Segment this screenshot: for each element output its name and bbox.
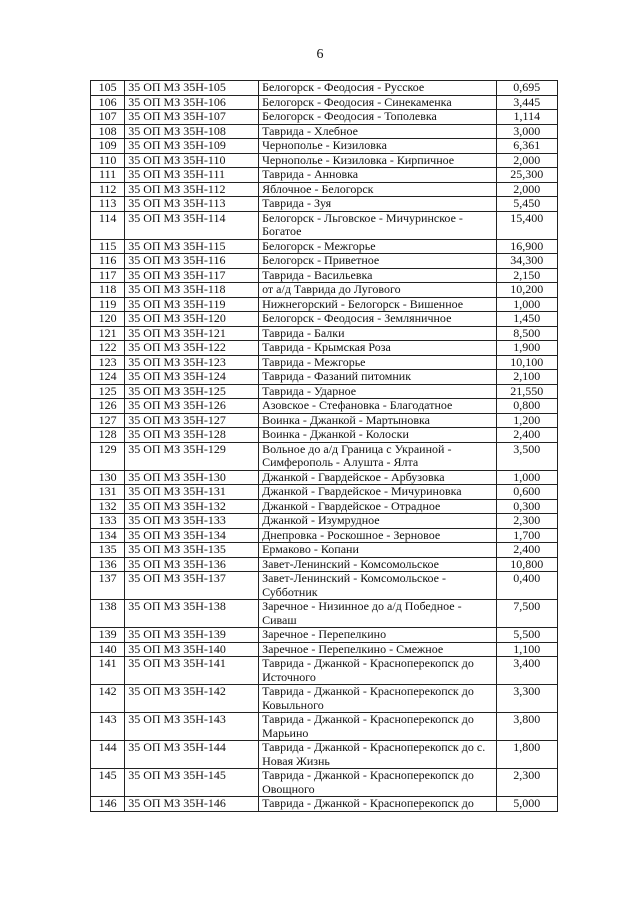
road-length-cell: 1,900 (496, 341, 557, 356)
road-name-cell: Таврида - Фазаний питомник (259, 370, 497, 385)
row-number-cell: 109 (91, 139, 125, 154)
road-length-cell: 10,800 (496, 557, 557, 572)
row-number-cell: 123 (91, 355, 125, 370)
road-code-cell: 35 ОП МЗ 35Н-110 (125, 153, 259, 168)
table-row (91, 485, 558, 500)
table-row (91, 514, 558, 529)
row-number-cell: 140 (91, 642, 125, 657)
road-length-cell: 1,100 (496, 642, 557, 657)
table-row (91, 370, 558, 385)
road-code-cell: 35 ОП МЗ 35Н-131 (125, 485, 259, 500)
road-name-cell: Белогорск - Феодосия - Русское (259, 81, 497, 96)
road-name-cell: Таврида - Джанкой - Красноперекопск до (259, 797, 497, 812)
table-row (91, 572, 558, 600)
table-row (91, 713, 558, 741)
road-length-cell: 1,000 (496, 470, 557, 485)
road-length-cell: 7,500 (496, 600, 557, 628)
row-number-cell: 144 (91, 741, 125, 769)
road-code-cell: 35 ОП МЗ 35Н-136 (125, 557, 259, 572)
table-row (91, 399, 558, 414)
road-code-cell: 35 ОП МЗ 35Н-107 (125, 110, 259, 125)
row-number-cell: 133 (91, 514, 125, 529)
road-name-cell: Таврида - Анновка (259, 168, 497, 183)
row-number-cell: 125 (91, 384, 125, 399)
row-number-cell: 124 (91, 370, 125, 385)
row-number-cell: 129 (91, 442, 125, 470)
table-row (91, 283, 558, 298)
road-code-cell: 35 ОП МЗ 35Н-142 (125, 685, 259, 713)
road-code-cell: 35 ОП МЗ 35Н-117 (125, 268, 259, 283)
road-name-cell: Яблочное - Белогорск (259, 182, 497, 197)
road-name-cell: Чернополье - Кизиловка (259, 139, 497, 154)
table-row (91, 642, 558, 657)
road-name-cell: Завет-Ленинский - Комсомольское - Субботник (259, 572, 497, 600)
road-name-cell: Таврида - Джанкой - Красноперекопск до Овощного (259, 769, 497, 797)
road-code-cell: 35 ОП МЗ 35Н-135 (125, 543, 259, 558)
roads-table-body (91, 81, 558, 812)
road-length-cell: 34,300 (496, 254, 557, 269)
row-number-cell: 107 (91, 110, 125, 125)
table-row (91, 355, 558, 370)
row-number-cell: 146 (91, 797, 125, 812)
road-length-cell: 1,114 (496, 110, 557, 125)
row-number-cell: 105 (91, 81, 125, 96)
road-name-cell: Белогорск - Феодосия - Земляничное (259, 312, 497, 327)
road-code-cell: 35 ОП МЗ 35Н-138 (125, 600, 259, 628)
road-length-cell: 6,361 (496, 139, 557, 154)
road-length-cell: 2,400 (496, 543, 557, 558)
road-name-cell: Таврида - Крымская Роза (259, 341, 497, 356)
table-row (91, 384, 558, 399)
road-name-cell: Белогорск - Межгорье (259, 239, 497, 254)
road-name-cell: Вольное до а/д Граница с Украиной - Симферополь - Алушта - Ялта (259, 442, 497, 470)
road-name-cell: Таврида - Межгорье (259, 355, 497, 370)
table-row (91, 769, 558, 797)
row-number-cell: 134 (91, 528, 125, 543)
road-length-cell: 3,445 (496, 95, 557, 110)
road-length-cell: 1,200 (496, 413, 557, 428)
road-length-cell: 1,000 (496, 297, 557, 312)
road-length-cell: 2,000 (496, 153, 557, 168)
row-number-cell: 128 (91, 428, 125, 443)
row-number-cell: 131 (91, 485, 125, 500)
table-row (91, 557, 558, 572)
road-name-cell: Джанкой - Изумрудное (259, 514, 497, 529)
road-name-cell: Таврида - Зуя (259, 197, 497, 212)
table-row (91, 341, 558, 356)
row-number-cell: 145 (91, 769, 125, 797)
row-number-cell: 141 (91, 657, 125, 685)
table-row (91, 499, 558, 514)
road-name-cell: Таврида - Джанкой - Красноперекопск до Ковыльного (259, 685, 497, 713)
road-name-cell: Азовское - Стефановка - Благодатное (259, 399, 497, 414)
road-name-cell: Таврида - Ударное (259, 384, 497, 399)
road-code-cell: 35 ОП МЗ 35Н-137 (125, 572, 259, 600)
row-number-cell: 118 (91, 283, 125, 298)
road-code-cell: 35 ОП МЗ 35Н-120 (125, 312, 259, 327)
road-code-cell: 35 ОП МЗ 35Н-128 (125, 428, 259, 443)
table-row (91, 413, 558, 428)
row-number-cell: 122 (91, 341, 125, 356)
road-name-cell: Таврида - Хлебное (259, 124, 497, 139)
row-number-cell: 106 (91, 95, 125, 110)
road-name-cell: Ермаково - Копани (259, 543, 497, 558)
road-name-cell: Заречное - Низинное до а/д Победное - Сиваш (259, 600, 497, 628)
row-number-cell: 117 (91, 268, 125, 283)
row-number-cell: 114 (91, 211, 125, 239)
table-row (91, 168, 558, 183)
table-row (91, 741, 558, 769)
table-row (91, 153, 558, 168)
row-number-cell: 111 (91, 168, 125, 183)
road-length-cell: 16,900 (496, 239, 557, 254)
road-code-cell: 35 ОП МЗ 35Н-122 (125, 341, 259, 356)
road-length-cell: 1,450 (496, 312, 557, 327)
road-name-cell: Таврида - Балки (259, 326, 497, 341)
road-name-cell: Заречное - Перепелкино (259, 628, 497, 643)
row-number-cell: 143 (91, 713, 125, 741)
road-code-cell: 35 ОП МЗ 35Н-143 (125, 713, 259, 741)
table-row (91, 110, 558, 125)
row-number-cell: 121 (91, 326, 125, 341)
road-length-cell: 8,500 (496, 326, 557, 341)
road-code-cell: 35 ОП МЗ 35Н-113 (125, 197, 259, 212)
row-number-cell: 130 (91, 470, 125, 485)
table-row (91, 797, 558, 812)
road-code-cell: 35 ОП МЗ 35Н-106 (125, 95, 259, 110)
road-name-cell: Белогорск - Льговское - Мичуринское - Богатое (259, 211, 497, 239)
road-length-cell: 2,300 (496, 769, 557, 797)
road-name-cell: Джанкой - Гвардейское - Мичуриновка (259, 485, 497, 500)
table-row (91, 297, 558, 312)
row-number-cell: 108 (91, 124, 125, 139)
road-length-cell: 0,600 (496, 485, 557, 500)
page-number: 6 (316, 47, 324, 62)
row-number-cell: 113 (91, 197, 125, 212)
road-length-cell: 2,100 (496, 370, 557, 385)
row-number-cell: 132 (91, 499, 125, 514)
table-row (91, 543, 558, 558)
road-length-cell: 3,300 (496, 685, 557, 713)
road-code-cell: 35 ОП МЗ 35Н-134 (125, 528, 259, 543)
road-code-cell: 35 ОП МЗ 35Н-139 (125, 628, 259, 643)
row-number-cell: 112 (91, 182, 125, 197)
road-length-cell: 10,100 (496, 355, 557, 370)
road-name-cell: Воинка - Джанкой - Мартыновка (259, 413, 497, 428)
road-length-cell: 5,000 (496, 797, 557, 812)
table-row (91, 95, 558, 110)
road-length-cell: 25,300 (496, 168, 557, 183)
road-length-cell: 21,550 (496, 384, 557, 399)
row-number-cell: 138 (91, 600, 125, 628)
road-length-cell: 5,500 (496, 628, 557, 643)
table-row (91, 685, 558, 713)
road-name-cell: Таврида - Джанкой - Красноперекопск до Марьино (259, 713, 497, 741)
road-code-cell: 35 ОП МЗ 35Н-133 (125, 514, 259, 529)
road-length-cell: 1,700 (496, 528, 557, 543)
row-number-cell: 135 (91, 543, 125, 558)
table-row (91, 326, 558, 341)
road-name-cell: Таврида - Джанкой - Красноперекопск до Источного (259, 657, 497, 685)
road-name-cell: Чернополье - Кизиловка - Кирпичное (259, 153, 497, 168)
road-code-cell: 35 ОП МЗ 35Н-126 (125, 399, 259, 414)
road-code-cell: 35 ОП МЗ 35Н-125 (125, 384, 259, 399)
road-length-cell: 2,150 (496, 268, 557, 283)
roads-table (90, 80, 558, 812)
row-number-cell: 136 (91, 557, 125, 572)
road-code-cell: 35 ОП МЗ 35Н-129 (125, 442, 259, 470)
road-code-cell: 35 ОП МЗ 35Н-105 (125, 81, 259, 96)
table-row (91, 124, 558, 139)
row-number-cell: 119 (91, 297, 125, 312)
road-code-cell: 35 ОП МЗ 35Н-144 (125, 741, 259, 769)
road-length-cell: 3,800 (496, 713, 557, 741)
road-code-cell: 35 ОП МЗ 35Н-140 (125, 642, 259, 657)
road-name-cell: Белогорск - Феодосия - Синекаменка (259, 95, 497, 110)
row-number-cell: 142 (91, 685, 125, 713)
table-row (91, 81, 558, 96)
road-name-cell: Таврида - Васильевка (259, 268, 497, 283)
row-number-cell: 137 (91, 572, 125, 600)
table-row (91, 628, 558, 643)
road-name-cell: Белогорск - Феодосия - Тополевка (259, 110, 497, 125)
table-row (91, 528, 558, 543)
table-row (91, 254, 558, 269)
road-code-cell: 35 ОП МЗ 35Н-115 (125, 239, 259, 254)
road-name-cell: Таврида - Джанкой - Красноперекопск до с. Новая Жизнь (259, 741, 497, 769)
row-number-cell: 115 (91, 239, 125, 254)
road-code-cell: 35 ОП МЗ 35Н-145 (125, 769, 259, 797)
road-length-cell: 3,400 (496, 657, 557, 685)
road-code-cell: 35 ОП МЗ 35Н-112 (125, 182, 259, 197)
road-length-cell: 0,695 (496, 81, 557, 96)
table-row (91, 312, 558, 327)
row-number-cell: 126 (91, 399, 125, 414)
road-code-cell: 35 ОП МЗ 35Н-130 (125, 470, 259, 485)
road-name-cell: Днепровка - Роскошное - Зерновое (259, 528, 497, 543)
road-code-cell: 35 ОП МЗ 35Н-124 (125, 370, 259, 385)
table-row (91, 268, 558, 283)
road-length-cell: 1,800 (496, 741, 557, 769)
road-code-cell: 35 ОП МЗ 35Н-108 (125, 124, 259, 139)
table-row (91, 139, 558, 154)
road-code-cell: 35 ОП МЗ 35Н-141 (125, 657, 259, 685)
road-name-cell: Джанкой - Гвардейское - Арбузовка (259, 470, 497, 485)
road-name-cell: Джанкой - Гвардейское - Отрадное (259, 499, 497, 514)
road-name-cell: от а/д Таврида до Лугового (259, 283, 497, 298)
road-code-cell: 35 ОП МЗ 35Н-119 (125, 297, 259, 312)
road-name-cell: Завет-Ленинский - Комсомольское (259, 557, 497, 572)
road-code-cell: 35 ОП МЗ 35Н-116 (125, 254, 259, 269)
table-row (91, 211, 558, 239)
table-row (91, 239, 558, 254)
road-length-cell: 5,450 (496, 197, 557, 212)
road-code-cell: 35 ОП МЗ 35Н-127 (125, 413, 259, 428)
road-code-cell: 35 ОП МЗ 35Н-109 (125, 139, 259, 154)
road-name-cell: Нижнегорский - Белогорск - Вишенное (259, 297, 497, 312)
road-code-cell: 35 ОП МЗ 35Н-121 (125, 326, 259, 341)
road-name-cell: Белогорск - Приветное (259, 254, 497, 269)
table-row (91, 470, 558, 485)
table-row (91, 428, 558, 443)
row-number-cell: 120 (91, 312, 125, 327)
road-name-cell: Заречное - Перепелкино - Смежное (259, 642, 497, 657)
road-code-cell: 35 ОП МЗ 35Н-118 (125, 283, 259, 298)
road-length-cell: 2,300 (496, 514, 557, 529)
road-code-cell: 35 ОП МЗ 35Н-114 (125, 211, 259, 239)
road-length-cell: 2,000 (496, 182, 557, 197)
road-code-cell: 35 ОП МЗ 35Н-146 (125, 797, 259, 812)
road-length-cell: 3,500 (496, 442, 557, 470)
road-length-cell: 0,300 (496, 499, 557, 514)
road-code-cell: 35 ОП МЗ 35Н-123 (125, 355, 259, 370)
road-length-cell: 10,200 (496, 283, 557, 298)
table-row (91, 197, 558, 212)
road-length-cell: 15,400 (496, 211, 557, 239)
row-number-cell: 139 (91, 628, 125, 643)
row-number-cell: 110 (91, 153, 125, 168)
table-row (91, 182, 558, 197)
road-code-cell: 35 ОП МЗ 35Н-132 (125, 499, 259, 514)
table-row (91, 442, 558, 470)
road-length-cell: 3,000 (496, 124, 557, 139)
road-code-cell: 35 ОП МЗ 35Н-111 (125, 168, 259, 183)
table-row (91, 600, 558, 628)
row-number-cell: 127 (91, 413, 125, 428)
road-length-cell: 0,800 (496, 399, 557, 414)
road-length-cell: 2,400 (496, 428, 557, 443)
road-name-cell: Воинка - Джанкой - Колоски (259, 428, 497, 443)
row-number-cell: 116 (91, 254, 125, 269)
road-length-cell: 0,400 (496, 572, 557, 600)
table-row (91, 657, 558, 685)
